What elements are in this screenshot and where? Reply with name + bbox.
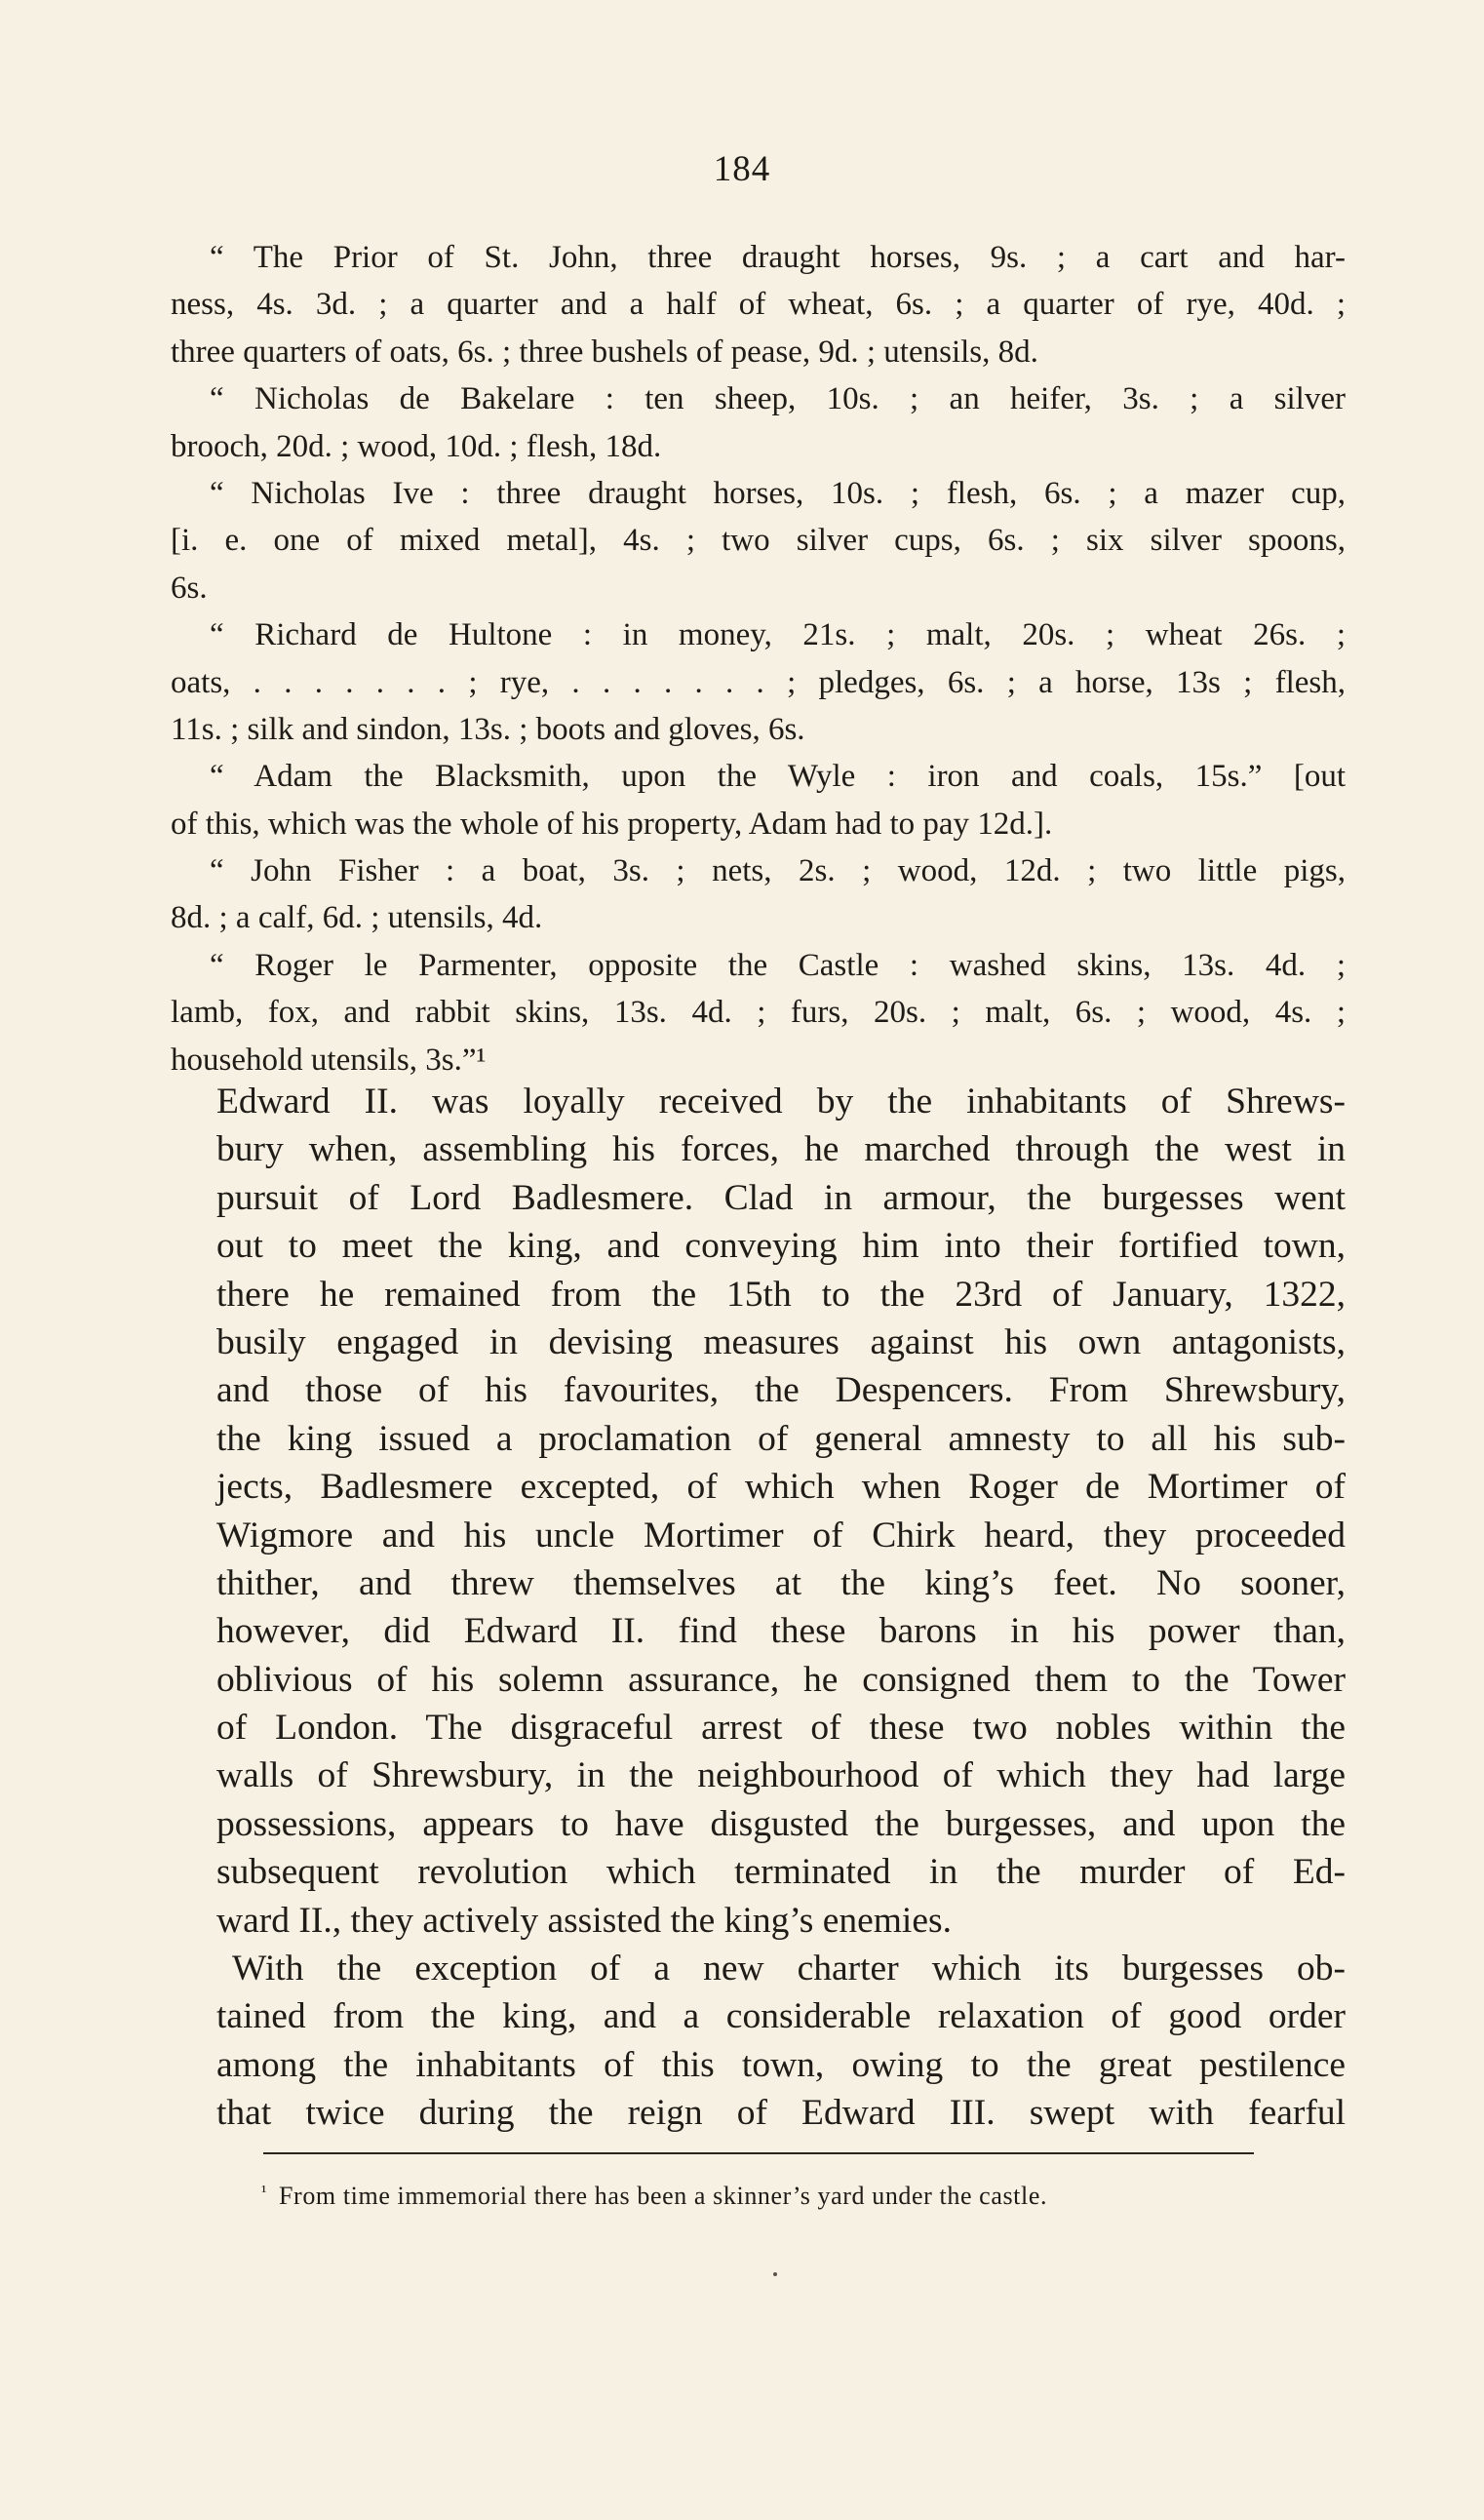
text-line: lamb, fox, and rabbit skins, 13s. 4d. ; furs, 20s. ; malt, 6s. ; wood, 4s. ;	[171, 995, 1346, 1031]
text-line: “ Nicholas de Bakelare : ten sheep, 10s. ; an heifer, 3s. ; a silver	[210, 381, 1346, 417]
text-line: With the exception of a new charter which its burgesses ob-	[232, 1949, 1346, 1989]
text-line: “ The Prior of St. John, three draught horses, 9s. ; a cart and har-	[210, 240, 1346, 275]
footnote	[261, 2182, 1047, 2211]
text-line: ness, 4s. 3d. ; a quarter and a half of wheat, 6s. ; a quarter of rye, 40d. ;	[171, 287, 1346, 323]
text-line: three quarters of oats, 6s. ; three bushels of pease, 9d. ; utensils, 8d.	[171, 334, 1038, 370]
paper-speck	[773, 2272, 777, 2276]
text-line: possessions, appears to have disgusted the burgesses, and upon the	[216, 1803, 1346, 1844]
text-line: ward II., they actively assisted the king’s enemies.	[216, 1900, 952, 1941]
text-line: among the inhabitants of this town, owing to the great pestilence	[216, 2044, 1346, 2085]
text-line: of London. The disgraceful arrest of these two nobles within the	[216, 1708, 1346, 1749]
text-line: the king issued a proclamation of general amnesty to all his sub-	[216, 1418, 1346, 1459]
text-line: “ Nicholas Ive : three draught horses, 10s. ; flesh, 6s. ; a mazer cup,	[210, 475, 1346, 511]
text-line: however, did Edward II. find these barons in his power than,	[216, 1611, 1346, 1652]
text-line: walls of Shrewsbury, in the neighbourhood of which they had large	[216, 1755, 1346, 1796]
text-line: pursuit of Lord Badlesmere. Clad in armour, the burgesses went	[216, 1177, 1346, 1218]
text-line: “ Adam the Blacksmith, upon the Wyle : iron and coals, 15s.” [out	[210, 759, 1346, 795]
text-line: of this, which was the whole of his property, Adam had to pay 12d.].	[171, 806, 1053, 842]
text-line: 11s. ; silk and sindon, 13s. ; boots and gloves, 6s.	[171, 711, 805, 747]
text-line: tained from the king, and a considerable relaxation of good order	[216, 1996, 1346, 2037]
footnote-mark: ¹	[261, 2182, 267, 2201]
text-line: 8d. ; a calf, 6d. ; utensils, 4d.	[171, 900, 543, 936]
footnote-text: From time immemorial there has been a skinner’s yard under the castle.	[279, 2182, 1048, 2210]
text-line: busily engaged in devising measures against his own antagonists,	[216, 1321, 1346, 1362]
text-line: 6s.	[171, 570, 208, 606]
text-line: there he remained from the 15th to the 23rd of January, 1322,	[216, 1274, 1346, 1315]
text-line: brooch, 20d. ; wood, 10d. ; flesh, 18d.	[171, 428, 662, 464]
text-line: oats, . . . . . . . ; rye, . . . . . . . ; pledges, 6s. ; a horse, 13s ; flesh,	[171, 664, 1346, 700]
text-line: oblivious of his solemn assurance, he consigned them to the Tower	[216, 1659, 1346, 1700]
text-line: subsequent revolution which terminated in the murder of Ed-	[216, 1852, 1346, 1893]
quoted-inventory-block	[171, 234, 1346, 1083]
text-line: [i. e. one of mixed metal], 4s. ; two silver cups, 6s. ; six silver spoons,	[171, 523, 1346, 559]
footnote-divider	[263, 2152, 1254, 2154]
text-line: that twice during the reign of Edward III. swept with fearful	[216, 2093, 1346, 2134]
text-line: household utensils, 3s.”¹	[171, 1042, 487, 1078]
text-line: thither, and threw themselves at the king’s feet. No sooner,	[216, 1562, 1346, 1603]
text-line: Wigmore and his uncle Mortimer of Chirk heard, they proceeded	[216, 1515, 1346, 1555]
body-text-block	[216, 1078, 1346, 2138]
text-line: “ Richard de Hultone : in money, 21s. ; malt, 20s. ; wheat 26s. ;	[210, 617, 1346, 653]
text-line: jects, Badlesmere excepted, of which when Roger de Mortimer of	[216, 1467, 1346, 1508]
text-line: “ John Fisher : a boat, 3s. ; nets, 2s. ; wood, 12d. ; two little pigs,	[210, 853, 1346, 889]
text-line: out to meet the king, and conveying him into their fortified town,	[216, 1226, 1346, 1267]
text-line: “ Roger le Parmenter, opposite the Castle : washed skins, 13s. 4d. ;	[210, 947, 1346, 983]
text-line: bury when, assembling his forces, he marched through the west in	[216, 1129, 1346, 1170]
text-line: Edward II. was loyally received by the inhabitants of Shrews-	[216, 1082, 1346, 1122]
text-line: and those of his favourites, the Despencers. From Shrewsbury,	[216, 1370, 1346, 1411]
page-number: 184	[713, 149, 771, 189]
